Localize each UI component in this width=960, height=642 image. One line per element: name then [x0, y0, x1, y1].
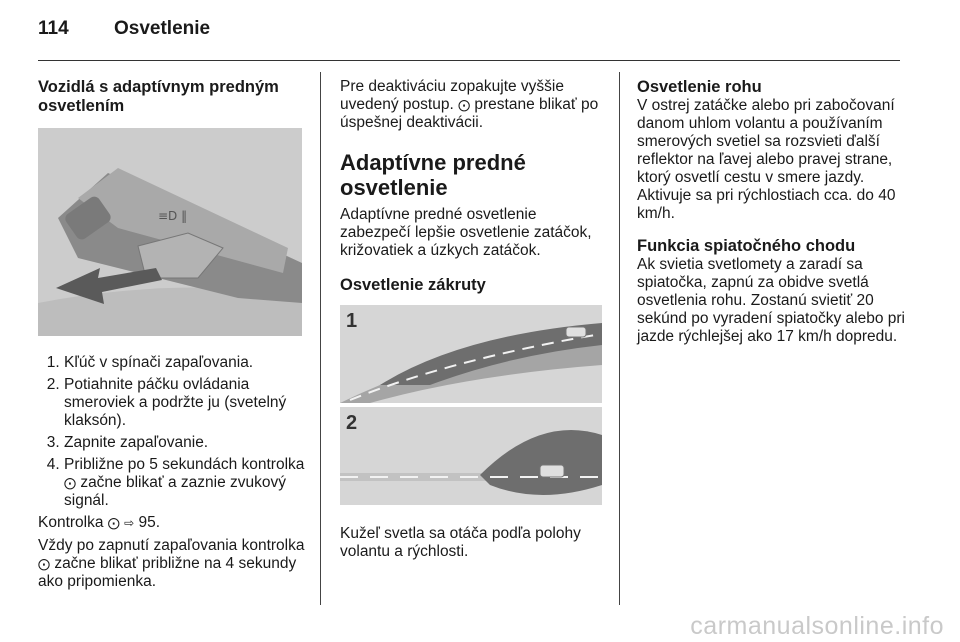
adaptive-lighting-description: Adaptívne predné osvetlenie zabezpečí lepšie osvetlenie zatáčok, križovatiek a úzkych zatáčok. [340, 206, 592, 259]
list-item: 4. Približne po 5 sekundách kontrolka ⨀ začne blikať a zaznie zvukový signál. [64, 456, 306, 510]
svg-text:≡D ‖: ≡D ‖ [158, 209, 188, 223]
subheading-corner-lighting: Osvetlenie rohu [637, 78, 762, 96]
corner-lighting-paragraph: V ostrej zatáčke alebo pri zabočovaní danom uhlom volantu a používaním smerových svetiel sa rozsvieti ďalší reflektor na ľavej alebo pravej strane, ktorý osvetlí cestu v smere jazdy. Aktivuje sa pri rýchlostiach cca. do 40 km/h. [637, 97, 896, 222]
header-rule [38, 60, 900, 61]
watermark: carmanualsonline.info [690, 612, 944, 640]
steps-list [38, 354, 306, 510]
reminder-note: Vždy po zapnutí zapaľovania kontrolka ⨀ začne blikať približne na 4 sekundy ako pripomienka. [38, 537, 305, 590]
stalk-illustration [38, 128, 302, 336]
section-title-adaptive-lighting: Adaptívne predné osvetlenie [340, 150, 526, 200]
page-header [38, 18, 210, 40]
adaptive-light-indicator-icon: ⨀ [64, 476, 76, 490]
page-reference-arrow-icon: ⇨ [124, 516, 135, 530]
deactivation-paragraph: Pre deaktiváciu zopakujte vyššie uvedený postup. ⨀ prestane blikať po úspešnej deaktivácii. [340, 78, 599, 131]
section-heading-adaptive-vehicles: Vozidlá s adaptívnym predným osvetlením [38, 78, 279, 115]
figure-label-1: 1 [346, 310, 358, 332]
curve-lighting-illustration [340, 305, 602, 505]
adaptive-light-indicator-icon: ⨀ [458, 98, 471, 112]
adaptive-light-indicator-icon: ⨀ [38, 557, 50, 571]
page-title: Osvetlenie [114, 18, 211, 39]
figure-caption: Kužeľ svetla sa otáča podľa polohy volantu a rýchlosti. [340, 525, 581, 560]
list-item: 3. Zapnite zapaľovanie. [64, 434, 306, 452]
column-divider-left [320, 72, 321, 605]
list-item: 1. Kľúč v spínači zapaľovania. [64, 354, 306, 372]
indicator-reference: Kontrolka ⨀ ⇨ 95. [38, 514, 161, 531]
figure-label-2: 2 [346, 412, 358, 434]
subheading-curve-lighting: Osvetlenie zákruty [340, 276, 486, 294]
column-2 [340, 78, 606, 561]
subheading-reverse-function: Funkcia spiatočného chodu [637, 237, 856, 255]
adaptive-light-indicator-icon: ⨀ [107, 516, 120, 530]
column-divider-right [619, 72, 620, 605]
page-number: 114 [38, 18, 69, 39]
column-1 [38, 78, 306, 591]
list-item: 2. Potiahnite páčku ovládania smeroviek a podržte ju (svetelný klaksón). [64, 376, 306, 430]
reverse-function-paragraph: Ak svietia svetlomety a zaradí sa spiatočka, zapnú za obidve svetlá osvetlenia rohu. Zostanú svietiť 20 sekúnd po vyradení spiatočky alebo pri jazde rýchlejšej ako 17 km/h dopredu. [637, 256, 905, 345]
column-3 [637, 78, 907, 346]
